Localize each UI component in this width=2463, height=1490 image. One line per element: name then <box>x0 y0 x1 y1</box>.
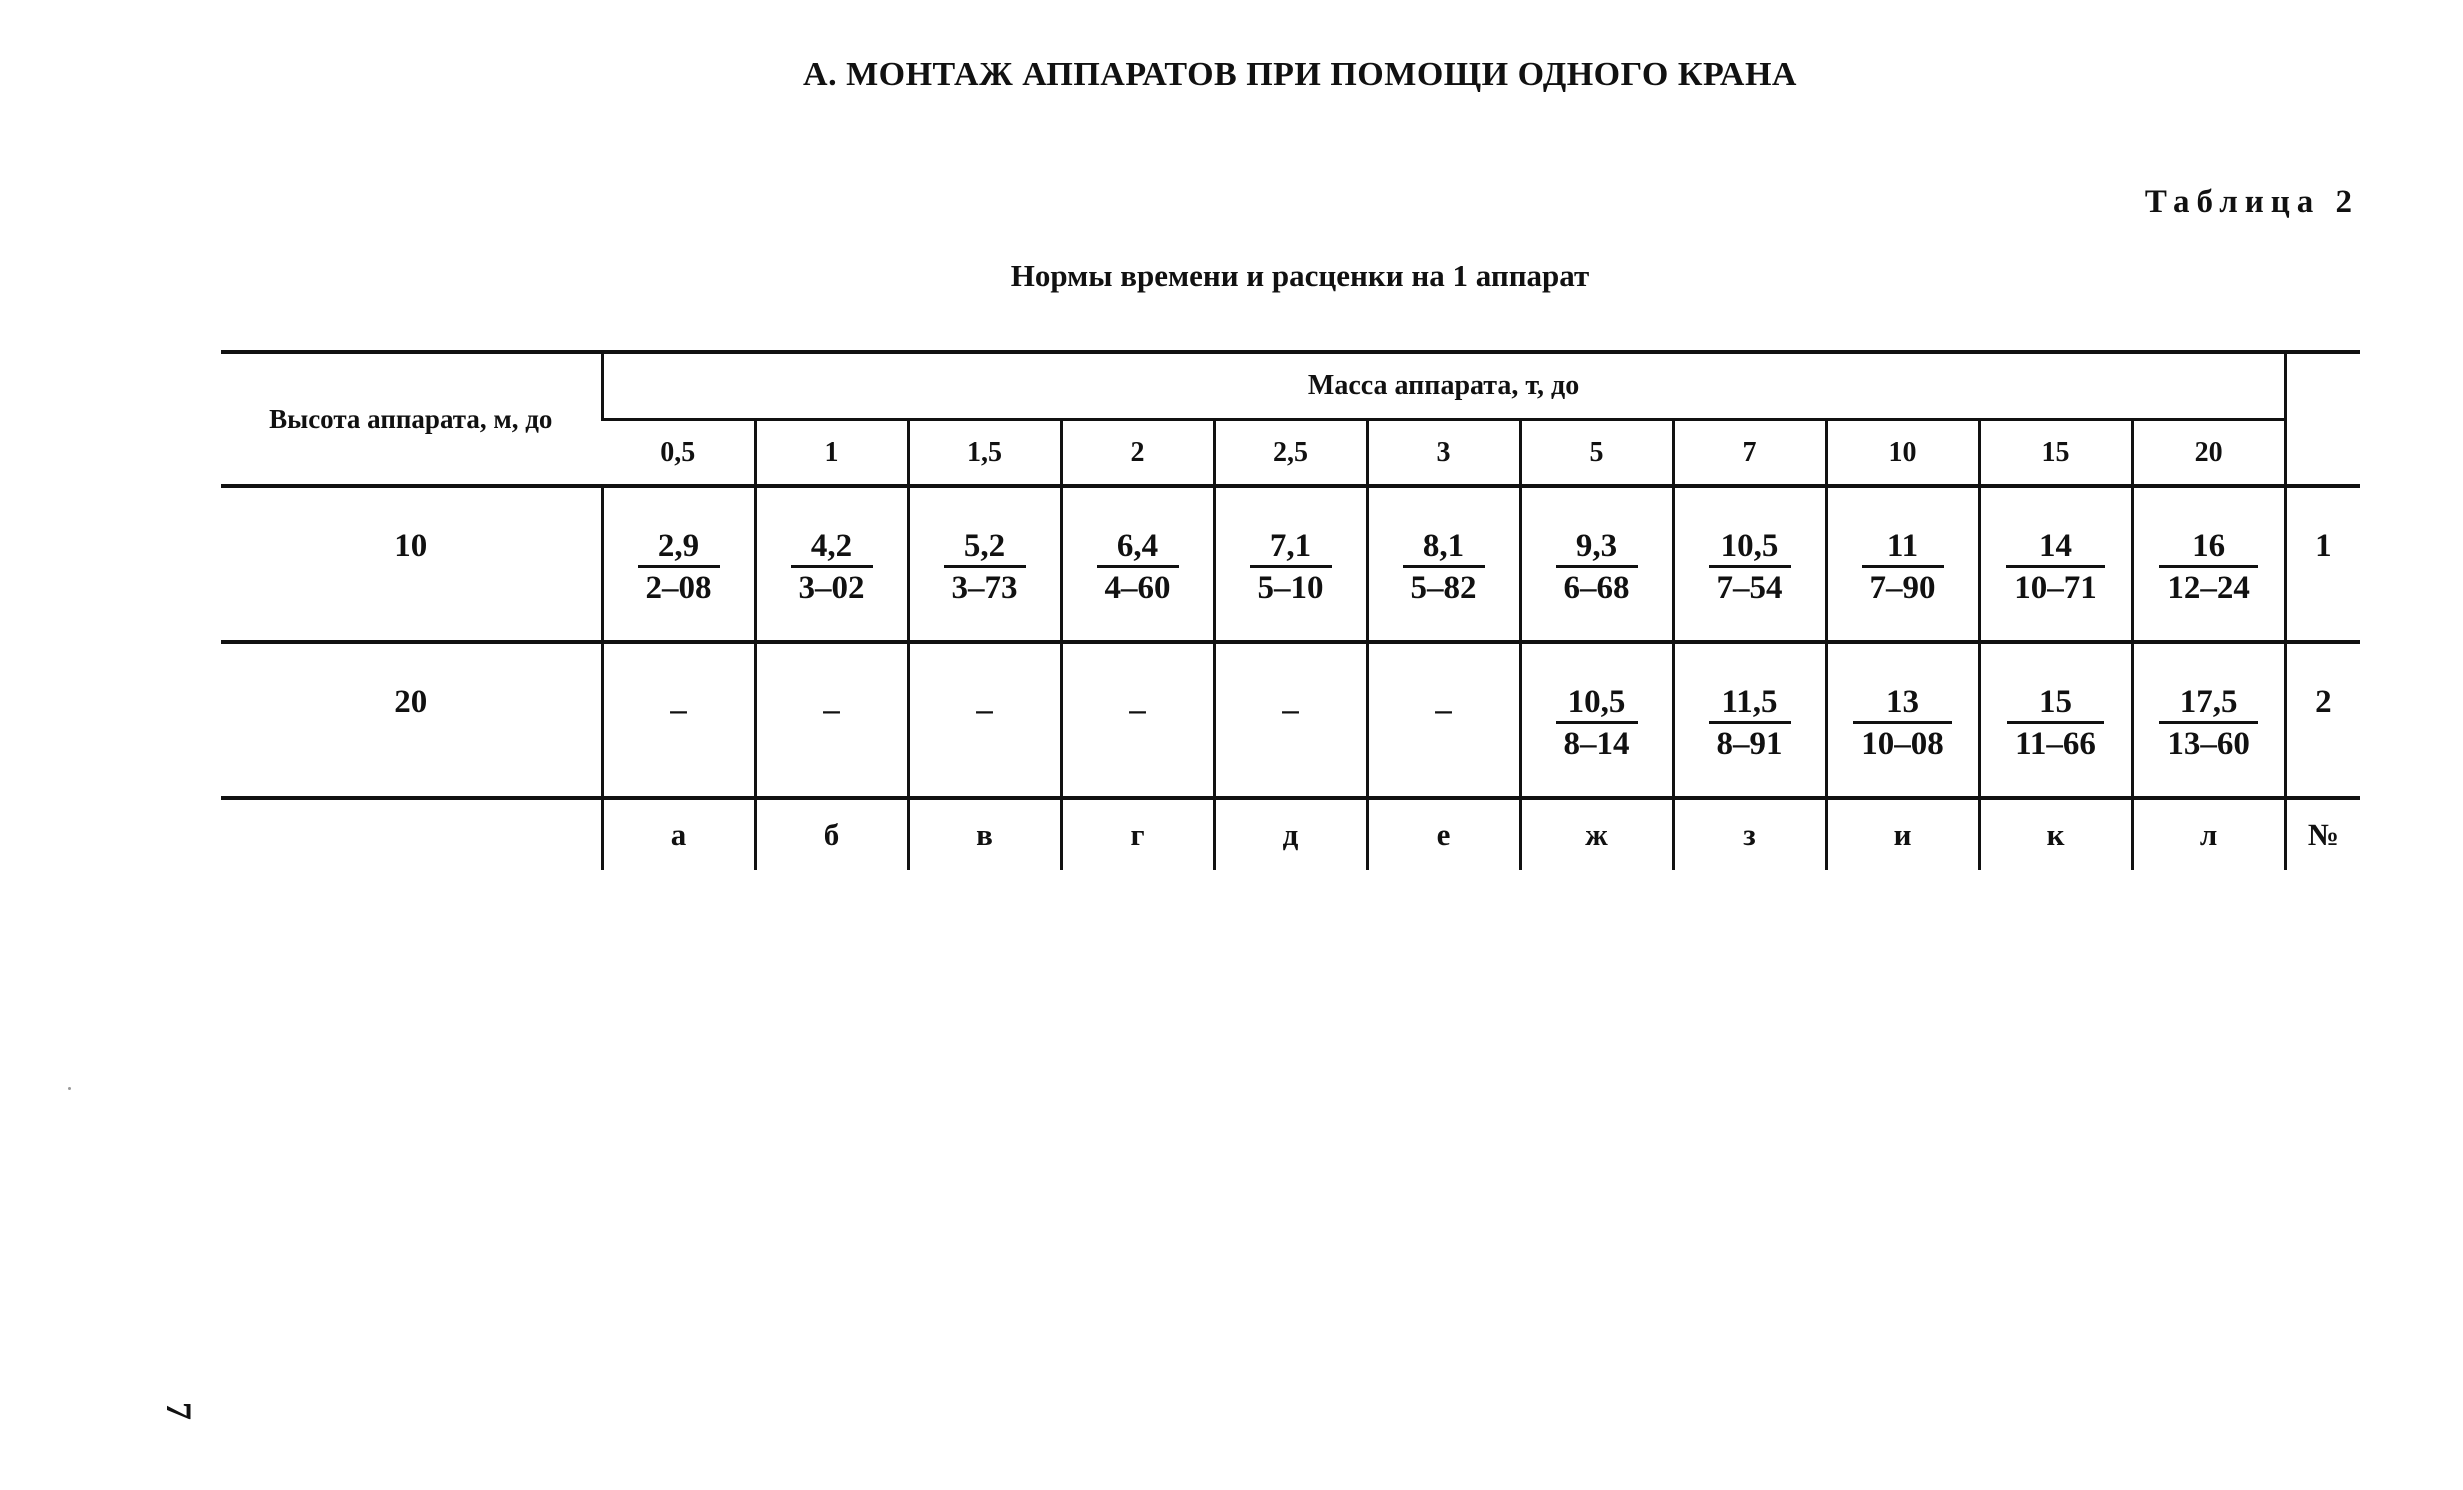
time-norm: 2,9 <box>638 528 720 568</box>
rate-cell <box>2132 642 2285 798</box>
time-norm: 7,1 <box>1250 528 1332 568</box>
table-row <box>221 486 2360 642</box>
time-norm: 13 <box>1853 684 1952 724</box>
number-sign: № <box>2285 798 2360 870</box>
rate-cell <box>2132 486 2285 642</box>
price-rate: 12–24 <box>2167 570 2250 606</box>
column-letter: г <box>1061 798 1214 870</box>
footer-blank-cell <box>221 798 602 870</box>
norms-table <box>221 350 2360 870</box>
height-column-header: Высота аппарата, м, до <box>221 352 602 486</box>
scan-speck <box>68 1087 71 1090</box>
price-rate: 3–73 <box>951 570 1018 606</box>
mass-value: 0,5 <box>602 420 755 487</box>
row-height: 10 <box>221 486 602 642</box>
row-number-cell <box>2285 486 2360 642</box>
rate-cell <box>1673 486 1826 642</box>
mass-value: 5 <box>1520 420 1673 487</box>
empty-dash: – <box>1282 692 1299 728</box>
mass-column-header: Масса аппарата, т, до <box>602 352 2285 420</box>
rate-cell <box>1061 642 1214 798</box>
price-rate: 8–91 <box>1716 726 1783 762</box>
time-norm: 4,2 <box>791 528 873 568</box>
rate-cell <box>1061 486 1214 642</box>
mass-value: 2,5 <box>1214 420 1367 487</box>
table-row <box>221 642 2360 798</box>
time-norm: 16 <box>2159 528 2258 568</box>
rate-cell <box>1520 486 1673 642</box>
empty-dash: – <box>1129 692 1146 728</box>
rate-cell <box>908 486 1061 642</box>
rate-cell <box>1979 642 2132 798</box>
rate-cell <box>1826 642 1979 798</box>
number-column-header-empty <box>2285 352 2360 486</box>
column-letter: л <box>2132 798 2285 870</box>
column-letter: е <box>1367 798 1520 870</box>
mass-value: 7 <box>1673 420 1826 487</box>
rate-cell <box>755 642 908 798</box>
column-letter: а <box>602 798 755 870</box>
rate-cell <box>908 642 1061 798</box>
empty-dash: – <box>823 692 840 728</box>
price-rate: 10–08 <box>1861 726 1944 762</box>
price-rate: 8–14 <box>1563 726 1630 762</box>
price-rate: 6–68 <box>1563 570 1630 606</box>
row-number: 1 <box>2315 528 2332 564</box>
price-rate: 10–71 <box>2014 570 2097 606</box>
empty-dash: – <box>976 692 993 728</box>
column-letter: з <box>1673 798 1826 870</box>
row-number: 2 <box>2315 684 2332 720</box>
time-norm: 17,5 <box>2159 684 2258 724</box>
rate-cell <box>1367 642 1520 798</box>
time-norm: 6,4 <box>1097 528 1179 568</box>
mass-value: 15 <box>1979 420 2132 487</box>
mass-value: 3 <box>1367 420 1520 487</box>
column-letter: д <box>1214 798 1367 870</box>
page-heading: А. МОНТАЖ АППАРАТОВ ПРИ ПОМОЩИ ОДНОГО КРАНА <box>803 56 1797 93</box>
price-rate: 2–08 <box>645 570 712 606</box>
mass-value: 1 <box>755 420 908 487</box>
rate-cell <box>755 486 908 642</box>
price-rate: 7–90 <box>1869 570 1936 606</box>
rate-cell <box>1826 486 1979 642</box>
price-rate: 5–10 <box>1257 570 1324 606</box>
time-norm: 11 <box>1862 528 1944 568</box>
rate-cell <box>1214 642 1367 798</box>
column-letter: ж <box>1520 798 1673 870</box>
column-letter: в <box>908 798 1061 870</box>
page-number: 7 <box>159 1402 199 1420</box>
time-norm: 9,3 <box>1556 528 1638 568</box>
mass-value: 10 <box>1826 420 1979 487</box>
table-label: Таблица 2 <box>2144 184 2359 220</box>
column-letters-row <box>221 798 2360 870</box>
column-letter: и <box>1826 798 1979 870</box>
table-title: Нормы времени и расценки на 1 аппарат <box>1010 258 1590 293</box>
price-rate: 13–60 <box>2167 726 2250 762</box>
mass-value: 2 <box>1061 420 1214 487</box>
row-number-cell <box>2285 642 2360 798</box>
mass-value: 20 <box>2132 420 2285 487</box>
price-rate: 5–82 <box>1410 570 1477 606</box>
time-norm: 10,5 <box>1709 528 1791 568</box>
empty-dash: – <box>670 692 687 728</box>
time-norm: 15 <box>2007 684 2104 724</box>
price-rate: 4–60 <box>1104 570 1171 606</box>
time-norm: 11,5 <box>1709 684 1791 724</box>
time-norm: 14 <box>2006 528 2105 568</box>
price-rate: 3–02 <box>798 570 865 606</box>
rate-cell <box>602 642 755 798</box>
rate-cell <box>1520 642 1673 798</box>
price-rate: 11–66 <box>2015 726 2096 762</box>
column-letter: к <box>1979 798 2132 870</box>
time-norm: 10,5 <box>1556 684 1638 724</box>
empty-dash: – <box>1435 692 1452 728</box>
rate-cell <box>602 486 755 642</box>
price-rate: 7–54 <box>1716 570 1783 606</box>
rate-cell <box>1979 486 2132 642</box>
rate-cell <box>1673 642 1826 798</box>
time-norm: 8,1 <box>1403 528 1485 568</box>
rate-cell <box>1367 486 1520 642</box>
rate-cell <box>1214 486 1367 642</box>
column-letter: б <box>755 798 908 870</box>
mass-value: 1,5 <box>908 420 1061 487</box>
time-norm: 5,2 <box>944 528 1026 568</box>
row-height: 20 <box>221 642 602 798</box>
header-row <box>221 352 2360 420</box>
